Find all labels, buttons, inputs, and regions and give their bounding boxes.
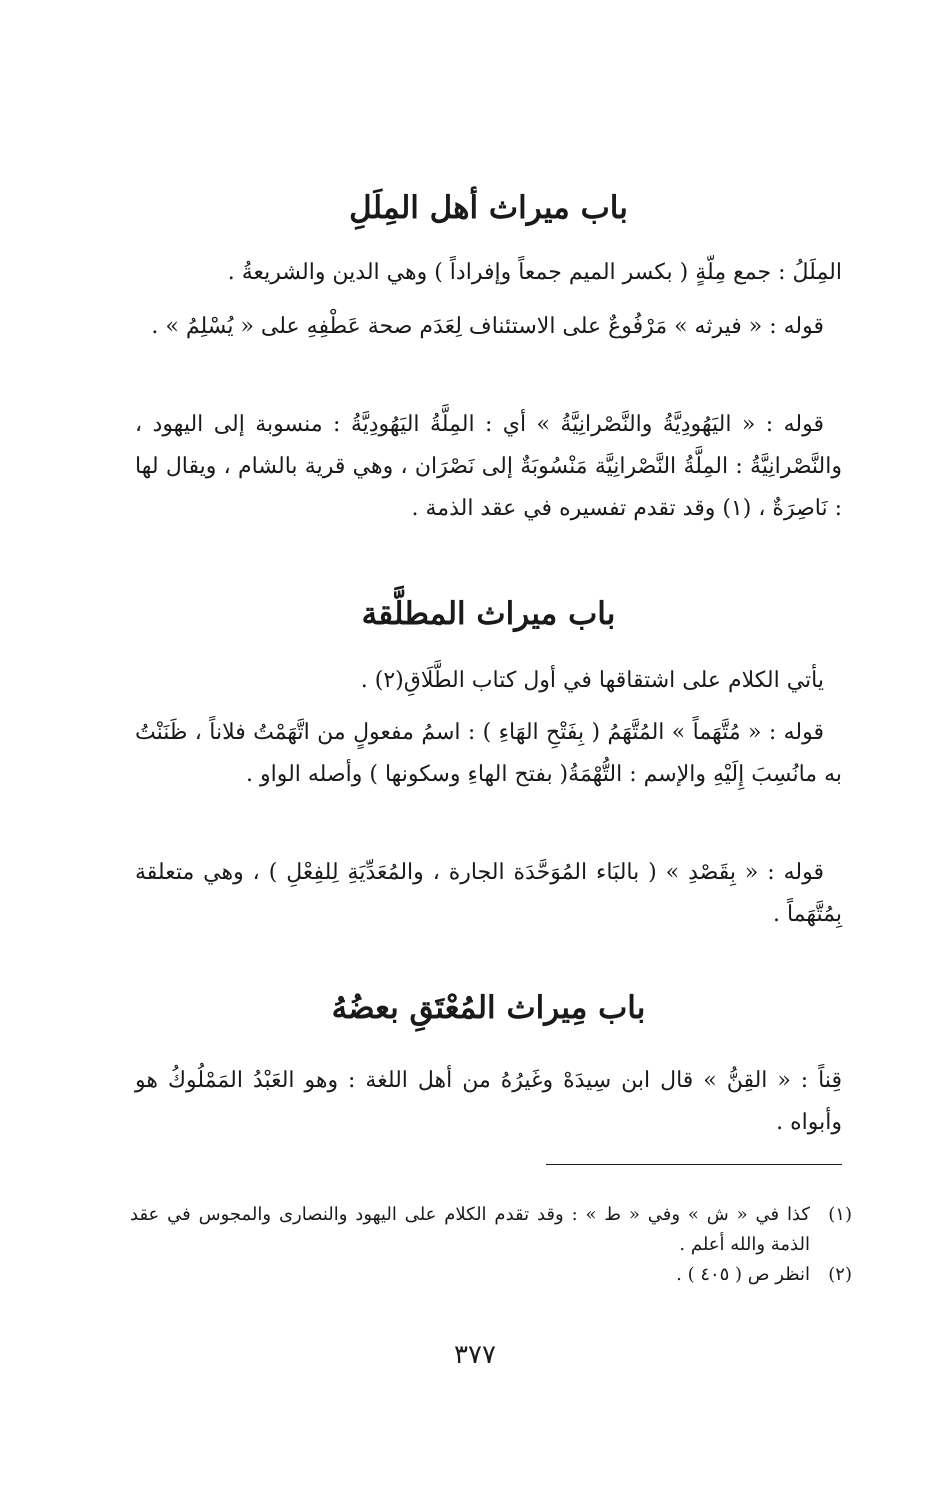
section-heading-people-of-religions: باب ميراث أهل المِلَلِ (349, 190, 628, 226)
paragraph-judaism-christianity: قوله : « اليَهُودِيَّةُ والنَّصْرانِيَّةُ » أي : المِلَّةُ اليَهُودِيَّةُ : منسوبة إلى اليهود ، والنَّصْرانِيَّةُ : المِلَّةُ النَّصْرانِيَّة مَنْسُوبَةٌ إلى نَصْرَان ، وهي قرية بالشام ، ويقال لها : نَاصِرَةٌ ، (١) وقد تقدم تفسيره في عقد الذمة . (135, 412, 842, 521)
paragraph-qinn: قِناً : « القِنُّ » قال ابن سِيدَهْ وغَيرُهُ من أهل اللغة : وهو العَبْدُ المَمْلُوكُ هو وأبواه . (135, 1068, 842, 1135)
paragraph-biqasd: قوله : « بِقَصْدِ » ( بالبَاء المُوَحَّدَة الجارة ، والمُعَدِّيَةِ لِلفِعْلِ ) ، وهي متعلقة بِمُتَّهَماً . (135, 860, 842, 927)
footnote-1 (130, 1200, 852, 1260)
page-number: ٣٧٧ (454, 1340, 496, 1370)
footnote-separator (546, 1164, 842, 1165)
paragraph-fayarithuhu: قوله : « فيرثه » مَرْفُوعٌ على الاستئناف لِعَدَم صحة عَطْفِهِ على « يُسْلِمُ » . (151, 314, 824, 339)
footnote-text: انظر ص ( ٤٠٥ ) . (676, 1264, 810, 1285)
paragraph-milal-definition: المِلَلُ : جمع مِلّةٍ ( بكسر الميم جمعاً وإفراداً ) وهي الدين والشريعةُ . (227, 260, 842, 285)
section-heading-divorced-woman: باب ميراث المطلَّقة (361, 596, 616, 632)
footnotes (130, 1200, 852, 1290)
paragraph-muttaham: قوله : « مُتَّهَماً » المُتَّهَمُ ( بِفَتْحِ الهَاءِ ) : اسمُ مفعولٍ من اتَّهَمْتُ فلاناً ، ظَنَنْتُ به مانُسِبَ إِلَيْهِ والإسم : التُّهْمَةُ( بفتح الهاءِ وسكونها ) وأصله الواو . (135, 720, 842, 787)
footnote-2 (130, 1260, 852, 1290)
footnote-text: كذا في « ش » وفي « ط » : وقد تقدم الكلام على اليهود والنصارى والمجوس في عقد الذمة والله أعلم . (130, 1204, 810, 1255)
section-heading-partially-freed: باب مِيراث المُعْتَقِ بعضُهُ (331, 990, 646, 1026)
footnote-number: (١) (828, 1204, 852, 1225)
footnote-number: (٢) (828, 1264, 852, 1285)
paragraph-talaq-derivation: يأتي الكلام على اشتقاقها في أول كتاب الطَّلَاقِ(٢) . (360, 668, 824, 693)
